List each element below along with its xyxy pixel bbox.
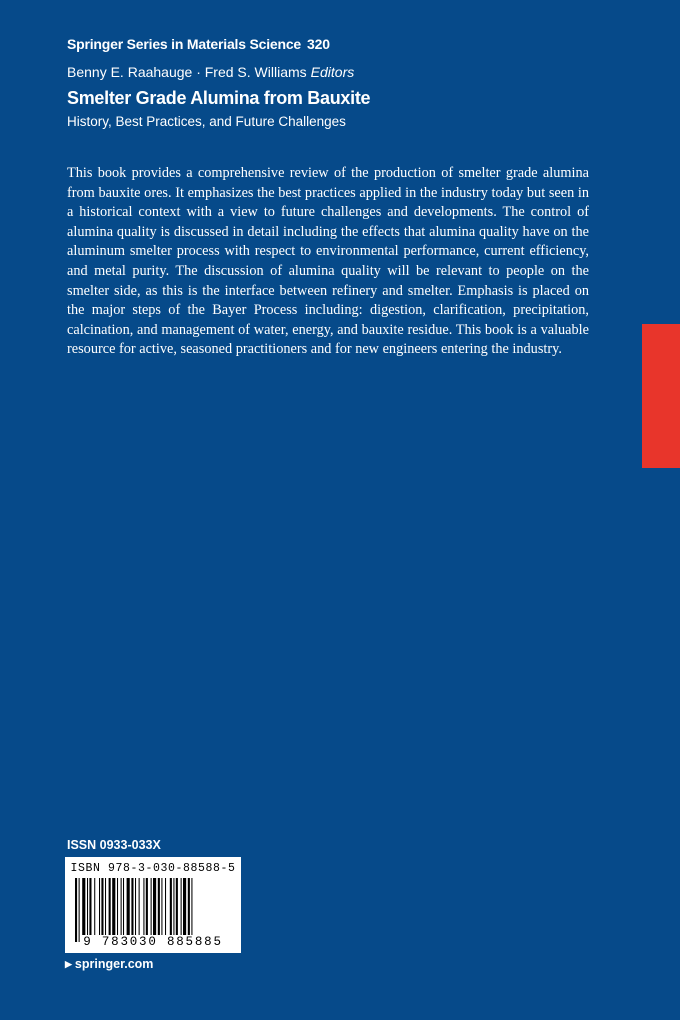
- arrow-icon: ▶: [65, 959, 72, 969]
- book-subtitle: History, Best Practices, and Future Challenges: [67, 114, 346, 129]
- isbn: ISBN 978-3-030-88588-5: [70, 862, 236, 875]
- publisher-link[interactable]: [65, 957, 153, 971]
- barcode-icon: [73, 878, 233, 942]
- book-blurb: This book provides a comprehensive review of the production of smelter grade alumina from bauxite ores. It emphasizes the best practices applied in the industry today but seen in a historical context with a view to future challenges and developments. The control of alumina quality is discussed in detail including the effects that alumina quality have on the aluminum smelter process with respect to environmental performance, current efficiency, and metal purity. The discussion of alumina quality will be relevant to people on the smelter side, as this is the interface between refinery and smelter. Emphasis is placed on the major steps of the Bayer Process including: digestion, clarification, precipitation, calcination, and management of water, energy, and bauxite residue. This book is a valuable resource for active, seasoned practitioners and for new engineers entering the industry.: [67, 165, 589, 358]
- editor-names: Benny E. Raahauge · Fred S. Williams: [67, 64, 307, 80]
- red-accent-tab: [642, 324, 680, 468]
- barcode-digits: 9 783030 885885: [83, 935, 223, 949]
- editors-role: Editors: [310, 64, 355, 80]
- issn: ISSN 0933-033X: [67, 838, 161, 852]
- book-title: Smelter Grade Alumina from Bauxite: [67, 88, 371, 108]
- publisher-url: springer.com: [74, 957, 154, 971]
- series-number: 320: [307, 36, 330, 52]
- series-name: Springer Series in Materials Science: [67, 36, 302, 52]
- series-line: [67, 36, 330, 52]
- editors-line: [67, 64, 354, 80]
- barcode-label: [65, 857, 241, 953]
